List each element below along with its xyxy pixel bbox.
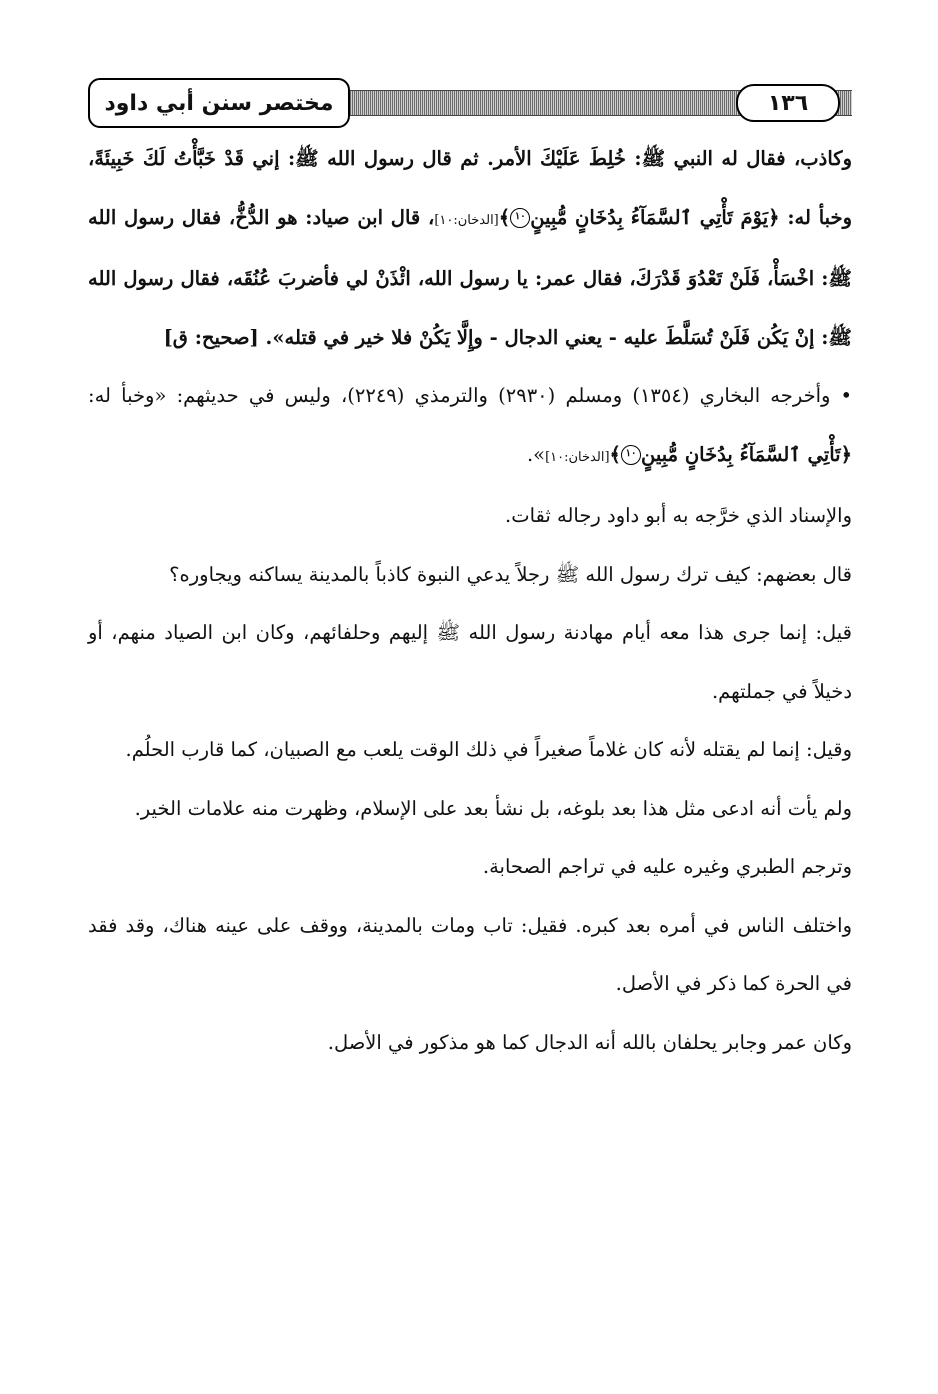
commentary-paragraph: ولم يأت أنه ادعى مثل هذا بعد بلوغه، بل نشأ بعد على الإسلام، وظهرت منه علامات الخير. — [134, 796, 852, 820]
quran-verse-2: ﴿تَأْتِي ٱلسَّمَآءُ بِدُخَانٍ مُّبِينٍ١٠﴾ — [609, 442, 852, 466]
ayah-number-marker: ١٠ — [621, 445, 641, 465]
verse-reference-1: [الدخان:١٠] — [434, 212, 499, 228]
commentary-paragraph: قيل: إنما جرى هذا معه أيام مهادنة رسول الله ﷺ إليهم وحلفائهم، وكان ابن الصياد منهم، أو دخيلاً في جملتهم. — [88, 621, 852, 703]
commentary-paragraph: وقيل: إنما لم يقتله لأنه كان غلاماً صغيراً في ذلك الوقت يلعب مع الصبيان، كما قارب الحلُم. — [125, 738, 852, 761]
quran-verse-1: ﴿يَوْمَ تَأْتِي ٱلسَّمَآءُ بِدُخَانٍ مُّبِينٍ١٠﴾ — [498, 205, 780, 229]
hadith-text — [88, 130, 852, 367]
page-number: ١٣٦ — [736, 84, 840, 122]
commentary-paragraph: وكان عمر وجابر يحلفان بالله أنه الدجال كما هو مذكور في الأصل. — [327, 1030, 852, 1054]
commentary-paragraph: والإسناد الذي خرَّجه به أبو داود رجاله ثقات. — [505, 504, 852, 527]
verse-reference-2: [الدخان:١٠] — [545, 449, 610, 465]
hadith-text-part-2: ، قال ابن صياد: هو الدُّخُّ، فقال رسول الله ﷺ: اخْسَأْ، فَلَنْ تَعْدُوَ قَدْرَكَ، فقال عمر: يا رسول الله، ائْذَنْ لي فأضربَ عُنُقَه، فقال رسول الله ﷺ: إنْ يَكُن فَلَنْ تُسَلَّطَ عليه - يعني الدجال - وإِلَّا يَكُنْ فلا خير في قتله». [صحيح: ق] — [88, 205, 852, 349]
commentary-paragraph: قال بعضهم: كيف ترك رسول الله ﷺ رجلاً يدعي النبوة كاذباً بالمدينة يساكنه ويجاوره؟ — [169, 562, 852, 586]
takhrij-note: •وأخرجه البخاري (١٣٥٤) ومسلم (٢٩٣٠) والترمذي (٢٢٤٩)، وليس في حديثهم: «وخبأ له: ﴿تَأْتِي ٱلسَّمَآءُ بِدُخَانٍ مُّبِينٍ١٠﴾[الدخان:١٠]». — [88, 367, 852, 487]
page-body — [88, 130, 852, 1072]
ayah-number-marker: ١٠ — [510, 208, 530, 228]
hadith-text-part-1: وكاذب، فقال له النبي ﷺ: خُلِطَ عَلَيْكَ الأمر. ثم قال رسول الله ﷺ: إني قَدْ خَبَّأْتُ لَكَ خَبِيئَةً، وخبأ له: — [88, 147, 853, 229]
commentary-paragraph: وترجم الطبري وغيره عليه في تراجم الصحابة. — [482, 855, 852, 878]
commentary-paragraph: واختلف الناس في أمره بعد كبره. فقيل: تاب ومات بالمدينة، ووقف على عينه هناك، وقد فقد في الحرة كما ذكر في الأصل. — [88, 913, 852, 995]
page-header — [88, 78, 852, 126]
book-title: مختصر سنن أبي داود — [88, 78, 350, 128]
bullet-icon: • — [840, 384, 852, 407]
